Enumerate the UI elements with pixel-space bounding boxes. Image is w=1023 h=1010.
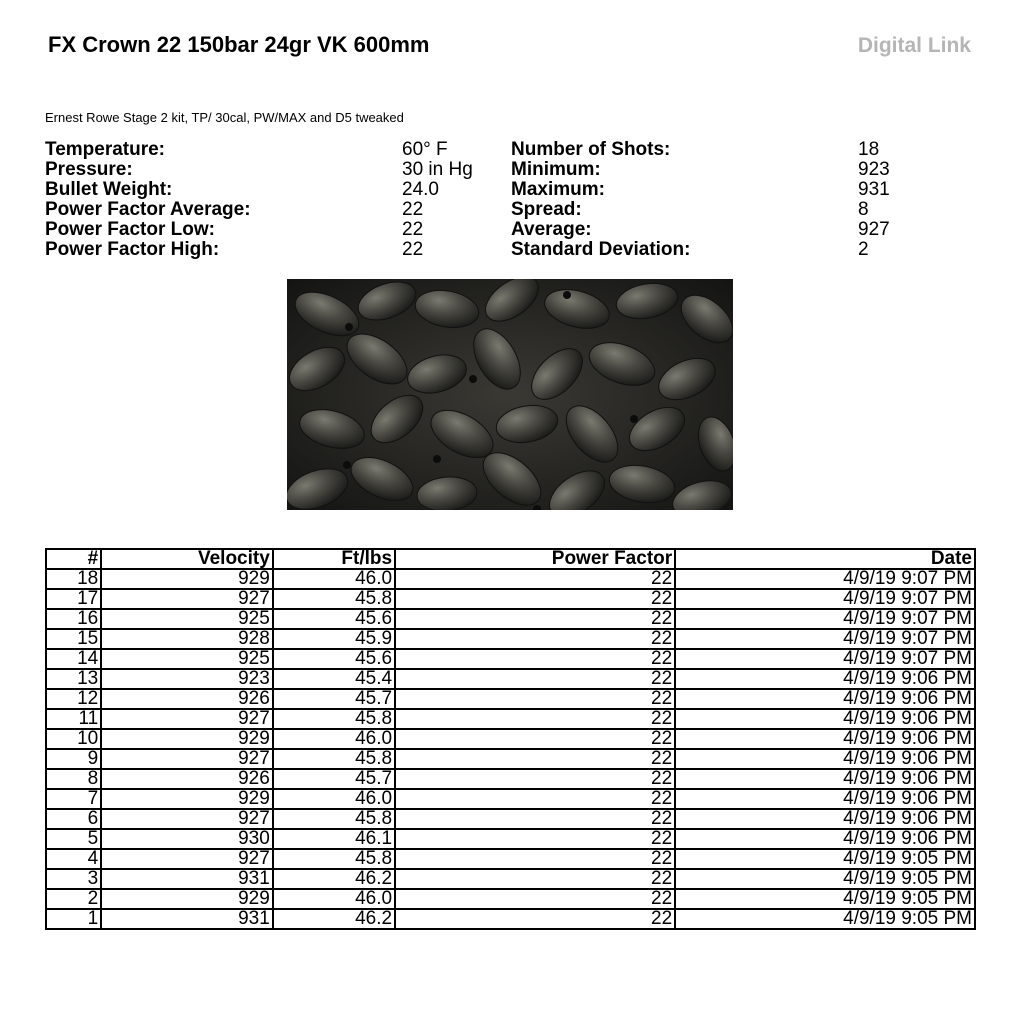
column-header-number: # xyxy=(46,549,101,569)
cell-number: 7 xyxy=(46,789,101,809)
cell-date: 4/9/19 9:06 PM xyxy=(675,789,975,809)
cell-ftlbs: 46.1 xyxy=(273,829,395,849)
table-row xyxy=(46,829,975,849)
table-row xyxy=(46,669,975,689)
cell-power-factor: 22 xyxy=(395,749,675,769)
stat-label: Standard Deviation: xyxy=(511,239,691,260)
stat-value: 30 in Hg xyxy=(402,159,473,180)
cell-power-factor: 22 xyxy=(395,629,675,649)
cell-ftlbs: 45.7 xyxy=(273,689,395,709)
page-title: FX Crown 22 150bar 24gr VK 600mm xyxy=(48,32,430,57)
cell-ftlbs: 46.0 xyxy=(273,789,395,809)
cell-date: 4/9/19 9:05 PM xyxy=(675,849,975,869)
table-row xyxy=(46,589,975,609)
cell-power-factor: 22 xyxy=(395,709,675,729)
table-row xyxy=(46,609,975,629)
stat-value: 923 xyxy=(858,159,890,180)
cell-ftlbs: 46.0 xyxy=(273,569,395,589)
column-header-velocity: Velocity xyxy=(101,549,273,569)
stat-label: Power Factor Low: xyxy=(45,219,215,240)
cell-velocity: 929 xyxy=(101,729,273,749)
stat-value: 2 xyxy=(858,239,869,260)
cell-power-factor: 22 xyxy=(395,609,675,629)
cell-power-factor: 22 xyxy=(395,729,675,749)
table-row xyxy=(46,629,975,649)
stat-label: Spread: xyxy=(511,199,582,220)
cell-date: 4/9/19 9:06 PM xyxy=(675,809,975,829)
stat-label: Temperature: xyxy=(45,139,166,160)
cell-velocity: 926 xyxy=(101,689,273,709)
table-row xyxy=(46,749,975,769)
cell-date: 4/9/19 9:05 PM xyxy=(675,869,975,889)
cell-power-factor: 22 xyxy=(395,669,675,689)
table-row xyxy=(46,649,975,669)
cell-number: 6 xyxy=(46,809,101,829)
table-row xyxy=(46,709,975,729)
cell-velocity: 923 xyxy=(101,669,273,689)
cell-velocity: 925 xyxy=(101,609,273,629)
cell-number: 17 xyxy=(46,589,101,609)
stat-label: Power Factor High: xyxy=(45,239,220,260)
table-row xyxy=(46,729,975,749)
cell-number: 18 xyxy=(46,569,101,589)
cell-velocity: 927 xyxy=(101,749,273,769)
cell-number: 9 xyxy=(46,749,101,769)
cell-ftlbs: 45.8 xyxy=(273,709,395,729)
stat-value: 931 xyxy=(858,179,890,200)
cell-date: 4/9/19 9:05 PM xyxy=(675,909,975,929)
table-row xyxy=(46,809,975,829)
cell-velocity: 928 xyxy=(101,629,273,649)
cell-number: 11 xyxy=(46,709,101,729)
cell-velocity: 927 xyxy=(101,709,273,729)
cell-velocity: 926 xyxy=(101,769,273,789)
cell-velocity: 929 xyxy=(101,569,273,589)
table-row xyxy=(46,569,975,589)
shots-table xyxy=(45,548,976,930)
cell-number: 5 xyxy=(46,829,101,849)
cell-date: 4/9/19 9:05 PM xyxy=(675,889,975,909)
stat-label: Minimum: xyxy=(511,159,601,180)
stat-label: Bullet Weight: xyxy=(45,179,173,200)
cell-date: 4/9/19 9:06 PM xyxy=(675,689,975,709)
cell-date: 4/9/19 9:06 PM xyxy=(675,709,975,729)
stats-left-labels xyxy=(45,140,251,260)
cell-number: 2 xyxy=(46,889,101,909)
stat-value: 927 xyxy=(858,219,890,240)
stat-value: 60° F xyxy=(402,139,448,160)
stat-label: Power Factor Average: xyxy=(45,199,251,220)
cell-date: 4/9/19 9:07 PM xyxy=(675,649,975,669)
cell-power-factor: 22 xyxy=(395,769,675,789)
table-row xyxy=(46,889,975,909)
cell-power-factor: 22 xyxy=(395,909,675,929)
cell-number: 1 xyxy=(46,909,101,929)
cell-ftlbs: 46.2 xyxy=(273,869,395,889)
cell-number: 4 xyxy=(46,849,101,869)
cell-power-factor: 22 xyxy=(395,789,675,809)
cell-number: 16 xyxy=(46,609,101,629)
table-header-row xyxy=(46,549,975,569)
cell-power-factor: 22 xyxy=(395,889,675,909)
brand-label: Digital Link xyxy=(857,34,971,57)
cell-date: 4/9/19 9:06 PM xyxy=(675,749,975,769)
cell-power-factor: 22 xyxy=(395,809,675,829)
stat-label: Maximum: xyxy=(511,179,605,200)
stat-label: Pressure: xyxy=(45,159,133,180)
cell-date: 4/9/19 9:07 PM xyxy=(675,569,975,589)
cell-power-factor: 22 xyxy=(395,589,675,609)
table-row xyxy=(46,869,975,889)
cell-number: 14 xyxy=(46,649,101,669)
stat-value: 24.0 xyxy=(402,179,439,200)
cell-ftlbs: 46.0 xyxy=(273,889,395,909)
cell-number: 10 xyxy=(46,729,101,749)
cell-velocity: 927 xyxy=(101,849,273,869)
cell-power-factor: 22 xyxy=(395,829,675,849)
cell-ftlbs: 45.8 xyxy=(273,849,395,869)
cell-velocity: 931 xyxy=(101,909,273,929)
setup-description: Ernest Rowe Stage 2 kit, TP/ 30cal, PW/MAX and D5 tweaked xyxy=(45,110,404,125)
cell-power-factor: 22 xyxy=(395,649,675,669)
stat-value: 22 xyxy=(402,219,424,240)
stat-value: 22 xyxy=(402,199,424,220)
column-header-power-factor: Power Factor xyxy=(395,549,675,569)
cell-number: 12 xyxy=(46,689,101,709)
stats-right-labels xyxy=(511,140,690,260)
cell-ftlbs: 46.0 xyxy=(273,729,395,749)
table-row xyxy=(46,769,975,789)
cell-power-factor: 22 xyxy=(395,849,675,869)
cell-velocity: 925 xyxy=(101,649,273,669)
table-row xyxy=(46,909,975,929)
cell-number: 15 xyxy=(46,629,101,649)
column-header-ftlbs: Ft/lbs xyxy=(273,549,395,569)
cell-ftlbs: 45.8 xyxy=(273,749,395,769)
cell-ftlbs: 45.6 xyxy=(273,649,395,669)
cell-date: 4/9/19 9:06 PM xyxy=(675,769,975,789)
cell-date: 4/9/19 9:07 PM xyxy=(675,629,975,649)
pellets-photo xyxy=(287,279,733,510)
cell-ftlbs: 46.2 xyxy=(273,909,395,929)
cell-ftlbs: 45.8 xyxy=(273,809,395,829)
cell-power-factor: 22 xyxy=(395,689,675,709)
cell-date: 4/9/19 9:06 PM xyxy=(675,669,975,689)
cell-number: 13 xyxy=(46,669,101,689)
cell-number: 8 xyxy=(46,769,101,789)
cell-velocity: 929 xyxy=(101,789,273,809)
stats-left-values xyxy=(402,140,473,260)
cell-velocity: 931 xyxy=(101,869,273,889)
cell-ftlbs: 45.8 xyxy=(273,589,395,609)
cell-date: 4/9/19 9:07 PM xyxy=(675,589,975,609)
stat-value: 8 xyxy=(858,199,869,220)
stat-value: 18 xyxy=(858,139,880,160)
cell-date: 4/9/19 9:07 PM xyxy=(675,609,975,629)
cell-date: 4/9/19 9:06 PM xyxy=(675,829,975,849)
table-row xyxy=(46,849,975,869)
cell-date: 4/9/19 9:06 PM xyxy=(675,729,975,749)
cell-velocity: 927 xyxy=(101,809,273,829)
cell-velocity: 929 xyxy=(101,889,273,909)
cell-ftlbs: 45.9 xyxy=(273,629,395,649)
cell-power-factor: 22 xyxy=(395,569,675,589)
cell-velocity: 927 xyxy=(101,589,273,609)
cell-number: 3 xyxy=(46,869,101,889)
stat-value: 22 xyxy=(402,239,424,260)
stat-label: Average: xyxy=(511,219,592,240)
cell-ftlbs: 45.4 xyxy=(273,669,395,689)
table-row xyxy=(46,789,975,809)
cell-power-factor: 22 xyxy=(395,869,675,889)
stats-right-values xyxy=(858,140,890,260)
cell-velocity: 930 xyxy=(101,829,273,849)
cell-ftlbs: 45.6 xyxy=(273,609,395,629)
cell-ftlbs: 45.7 xyxy=(273,769,395,789)
stat-label: Number of Shots: xyxy=(511,139,671,160)
column-header-date: Date xyxy=(675,549,975,569)
table-row xyxy=(46,689,975,709)
